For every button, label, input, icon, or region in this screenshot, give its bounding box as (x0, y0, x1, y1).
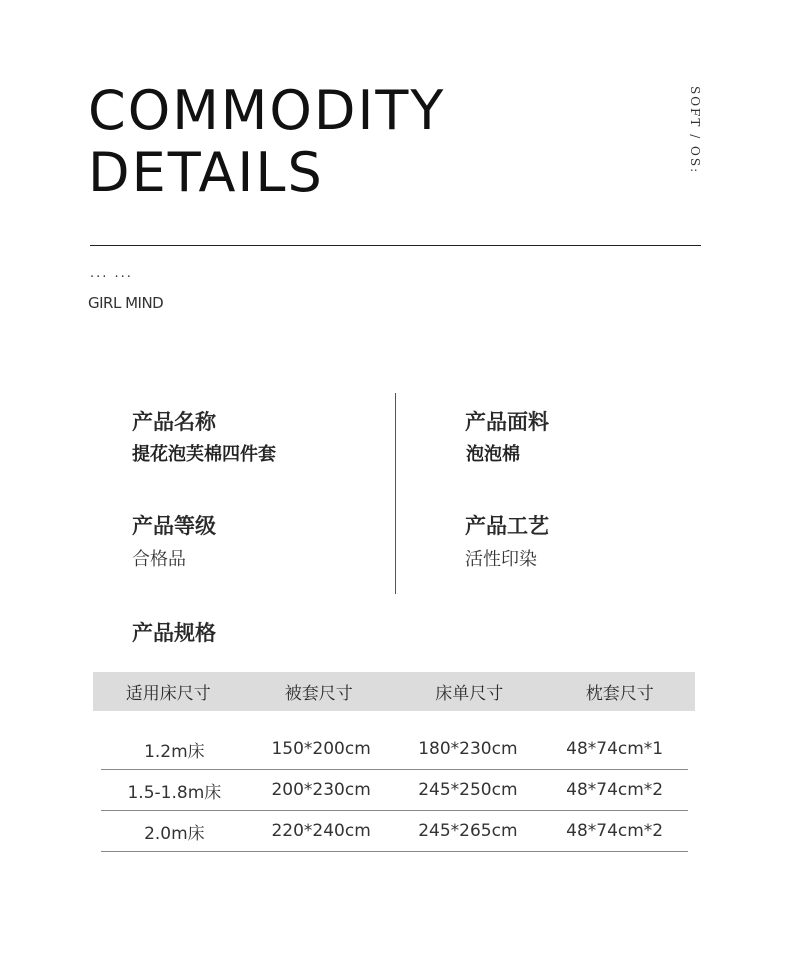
header-bed-size: 适用床尺寸 (125, 684, 211, 704)
decorative-dots: ··· ··· (90, 270, 133, 285)
table-cell: 1.5-1.8m床 (127, 782, 222, 803)
table-cell: 2.0m床 (144, 823, 205, 844)
product-fabric-value: 泡泡棉 (466, 444, 520, 465)
details-divider (395, 393, 396, 594)
table-cell: 245*250cm (418, 780, 518, 800)
header-pillowcase-size: 枕套尺寸 (585, 684, 654, 704)
table-body (93, 729, 695, 852)
table-header (93, 672, 695, 711)
table-cell: 48*74cm*2 (566, 780, 664, 800)
table-cell: 180*230cm (418, 739, 518, 759)
brand-subtitle: GIRL MIND (88, 294, 164, 312)
product-spec-label: 产品规格 (132, 621, 216, 645)
table-cell: 200*230cm (271, 780, 371, 800)
title-line-2: DETAILS (88, 141, 324, 204)
page-title (88, 80, 445, 204)
product-process-value: 活性印染 (465, 549, 537, 570)
vertical-tagline: SOFT / OS: (688, 86, 702, 175)
table-cell: 48*74cm*1 (566, 739, 664, 759)
header-sheet-size: 床单尺寸 (435, 684, 504, 704)
product-fabric-label: 产品面料 (465, 410, 549, 434)
table-cell: 245*265cm (418, 821, 518, 841)
product-grade-label: 产品等级 (132, 514, 216, 538)
table-row (101, 811, 688, 852)
table-cell: 220*240cm (271, 821, 371, 841)
product-process-label: 产品工艺 (465, 514, 549, 538)
size-table (93, 672, 695, 852)
product-grade-value: 合格品 (132, 549, 186, 570)
table-row (101, 770, 688, 811)
header-divider (90, 245, 701, 246)
title-line-1: COMMODITY (88, 79, 446, 142)
product-name-value: 提花泡芙棉四件套 (132, 444, 276, 465)
table-cell: 48*74cm*2 (566, 821, 664, 841)
table-row (101, 729, 688, 770)
header-duvet-size: 被套尺寸 (284, 684, 353, 704)
table-cell: 150*200cm (271, 739, 371, 759)
product-name-label: 产品名称 (132, 410, 216, 434)
table-cell: 1.2m床 (144, 741, 205, 762)
